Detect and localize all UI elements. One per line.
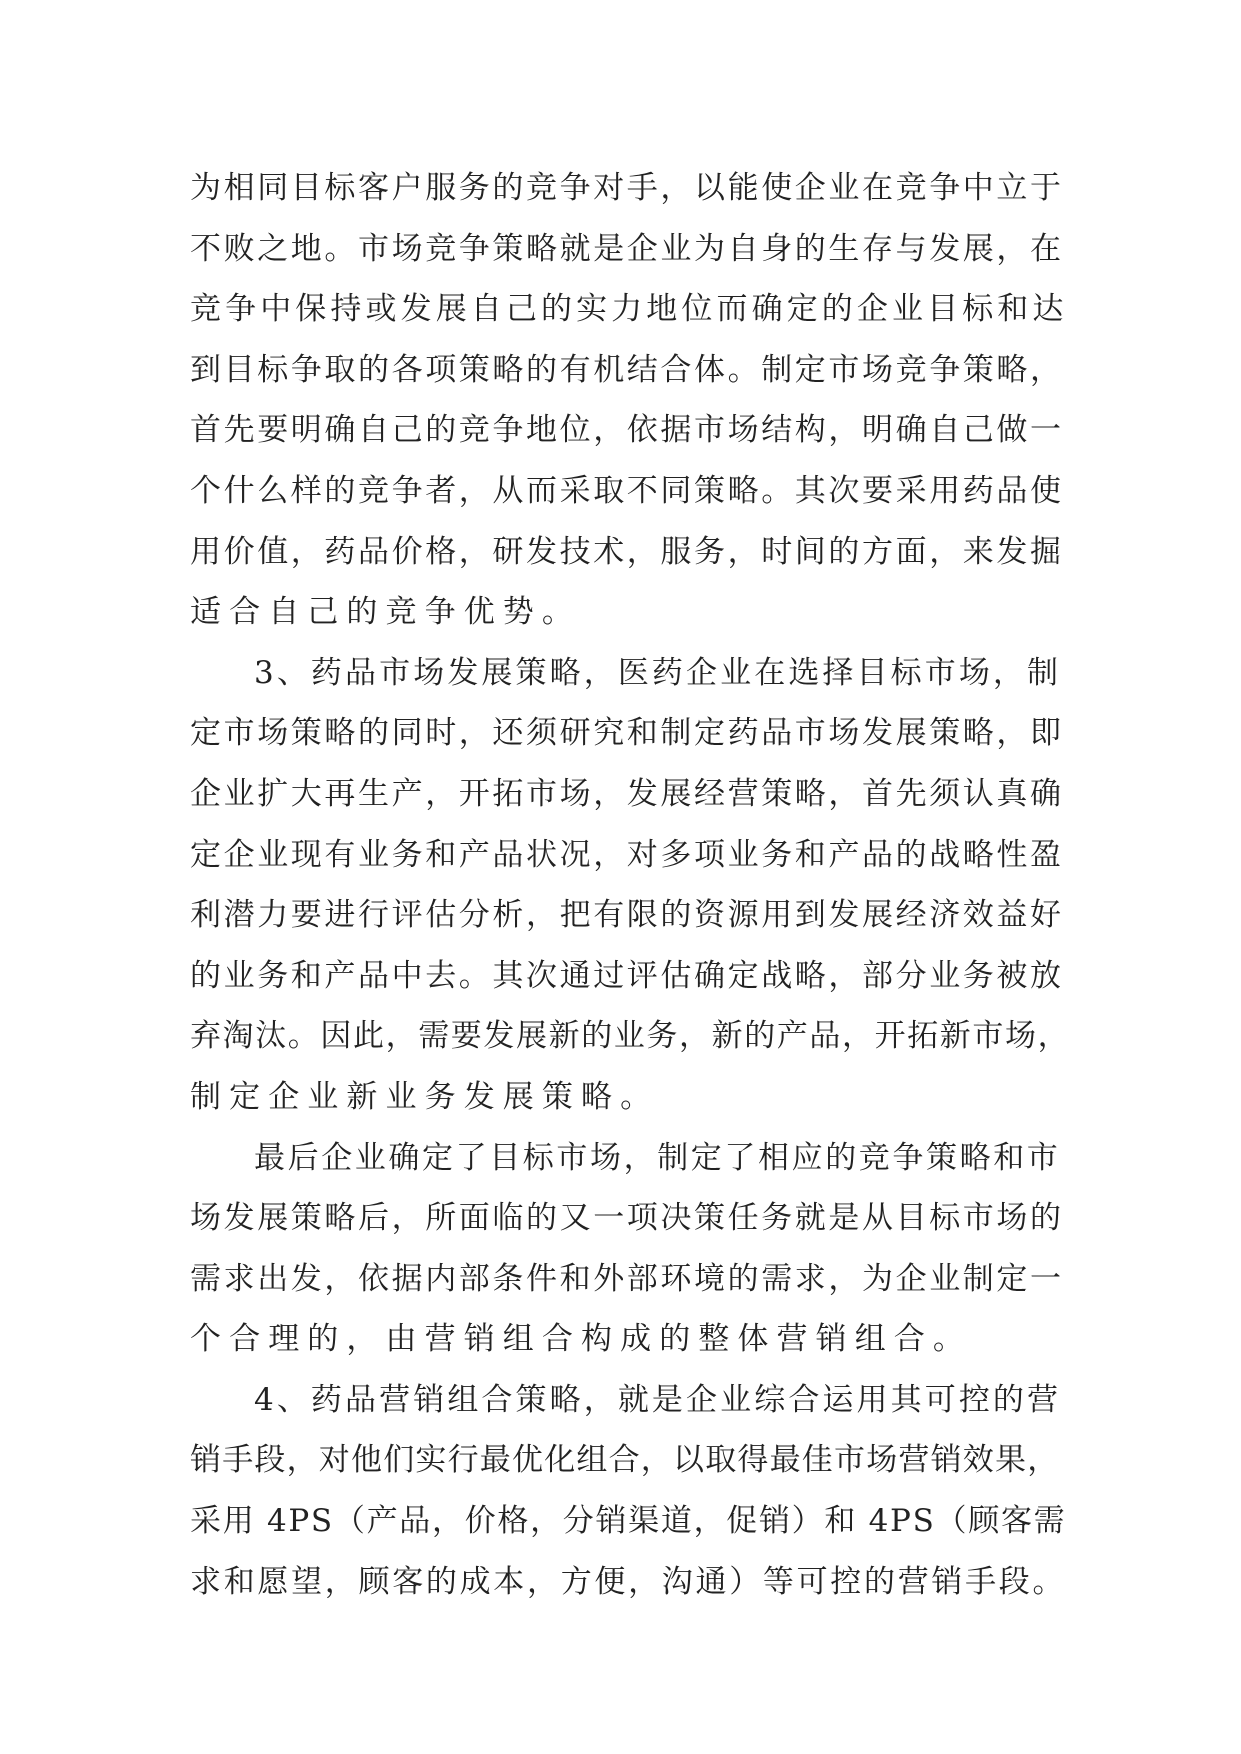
text-line: 销手段，对他们实行最优化组合，以取得最佳市场营销效果， bbox=[190, 1442, 1060, 1479]
text-line: 利潜力要进行评估分析，把有限的资源用到发展经济效益好 bbox=[190, 897, 1064, 934]
text-line-paragraph-start: 4、药品营销组合策略，就是企业综合运用其可控的营 bbox=[254, 1381, 1062, 1418]
text-line: 为相同目标客户服务的竞争对手，以能使企业在竞争中立于 bbox=[190, 170, 1064, 206]
text-line: 需求出发，依据内部条件和外部环境的需求，为企业制定一 bbox=[190, 1260, 1064, 1297]
text-line: 个什么样的竞争者，从而采取不同策略。其次要采用药品使 bbox=[190, 472, 1064, 509]
text-line-paragraph-start: 3、药品市场发展策略，医药企业在选择目标市场，制 bbox=[254, 654, 1062, 691]
text-line: 用价值，药品价格，研发技术，服务，时间的方面，来发掘 bbox=[190, 533, 1064, 570]
text-line-paragraph-start: 最后企业确定了目标市场，制定了相应的竞争策略和市 bbox=[254, 1139, 1061, 1176]
text-line: 场发展策略后，所面临的又一项决策任务就是从目标市场的 bbox=[190, 1200, 1064, 1237]
text-line: 求和愿望，顾客的成本，方便，沟通）等可控的营销手段。 bbox=[190, 1563, 1067, 1600]
text-line: 制定企业新业务发展策略。 bbox=[190, 1078, 660, 1115]
body-text bbox=[190, 158, 1070, 1612]
text-line: 的业务和产品中去。其次通过评估确定战略，部分业务被放 bbox=[190, 957, 1064, 994]
text-line: 个合理的，由营销组合构成的整体营销组合。 bbox=[190, 1321, 972, 1358]
text-line: 定企业现有业务和产品状况，对多项业务和产品的战略性盈 bbox=[190, 836, 1064, 873]
text-line: 适合自己的竞争优势。 bbox=[190, 594, 581, 631]
text-line: 不败之地。市场竞争策略就是企业为自身的生存与发展，在 bbox=[190, 230, 1064, 267]
text-line: 弃淘汰。因此，需要发展新的业务，新的产品，开拓新市场， bbox=[190, 1018, 1071, 1055]
text-line: 采用 4PS（产品，价格，分销渠道，促销）和 4PS（顾客需 bbox=[190, 1503, 1067, 1540]
text-line: 竞争中保持或发展自己的实力地位而确定的企业目标和达 bbox=[190, 291, 1068, 328]
text-line: 首先要明确自己的竞争地位，依据市场结构，明确自己做一 bbox=[190, 412, 1064, 449]
text-line: 企业扩大再生产，开拓市场，发展经营策略，首先须认真确 bbox=[190, 775, 1064, 812]
text-line: 到目标争取的各项策略的有机结合体。制定市场竞争策略， bbox=[190, 351, 1064, 388]
text-line: 定市场策略的同时，还须研究和制定药品市场发展策略，即 bbox=[190, 715, 1064, 752]
